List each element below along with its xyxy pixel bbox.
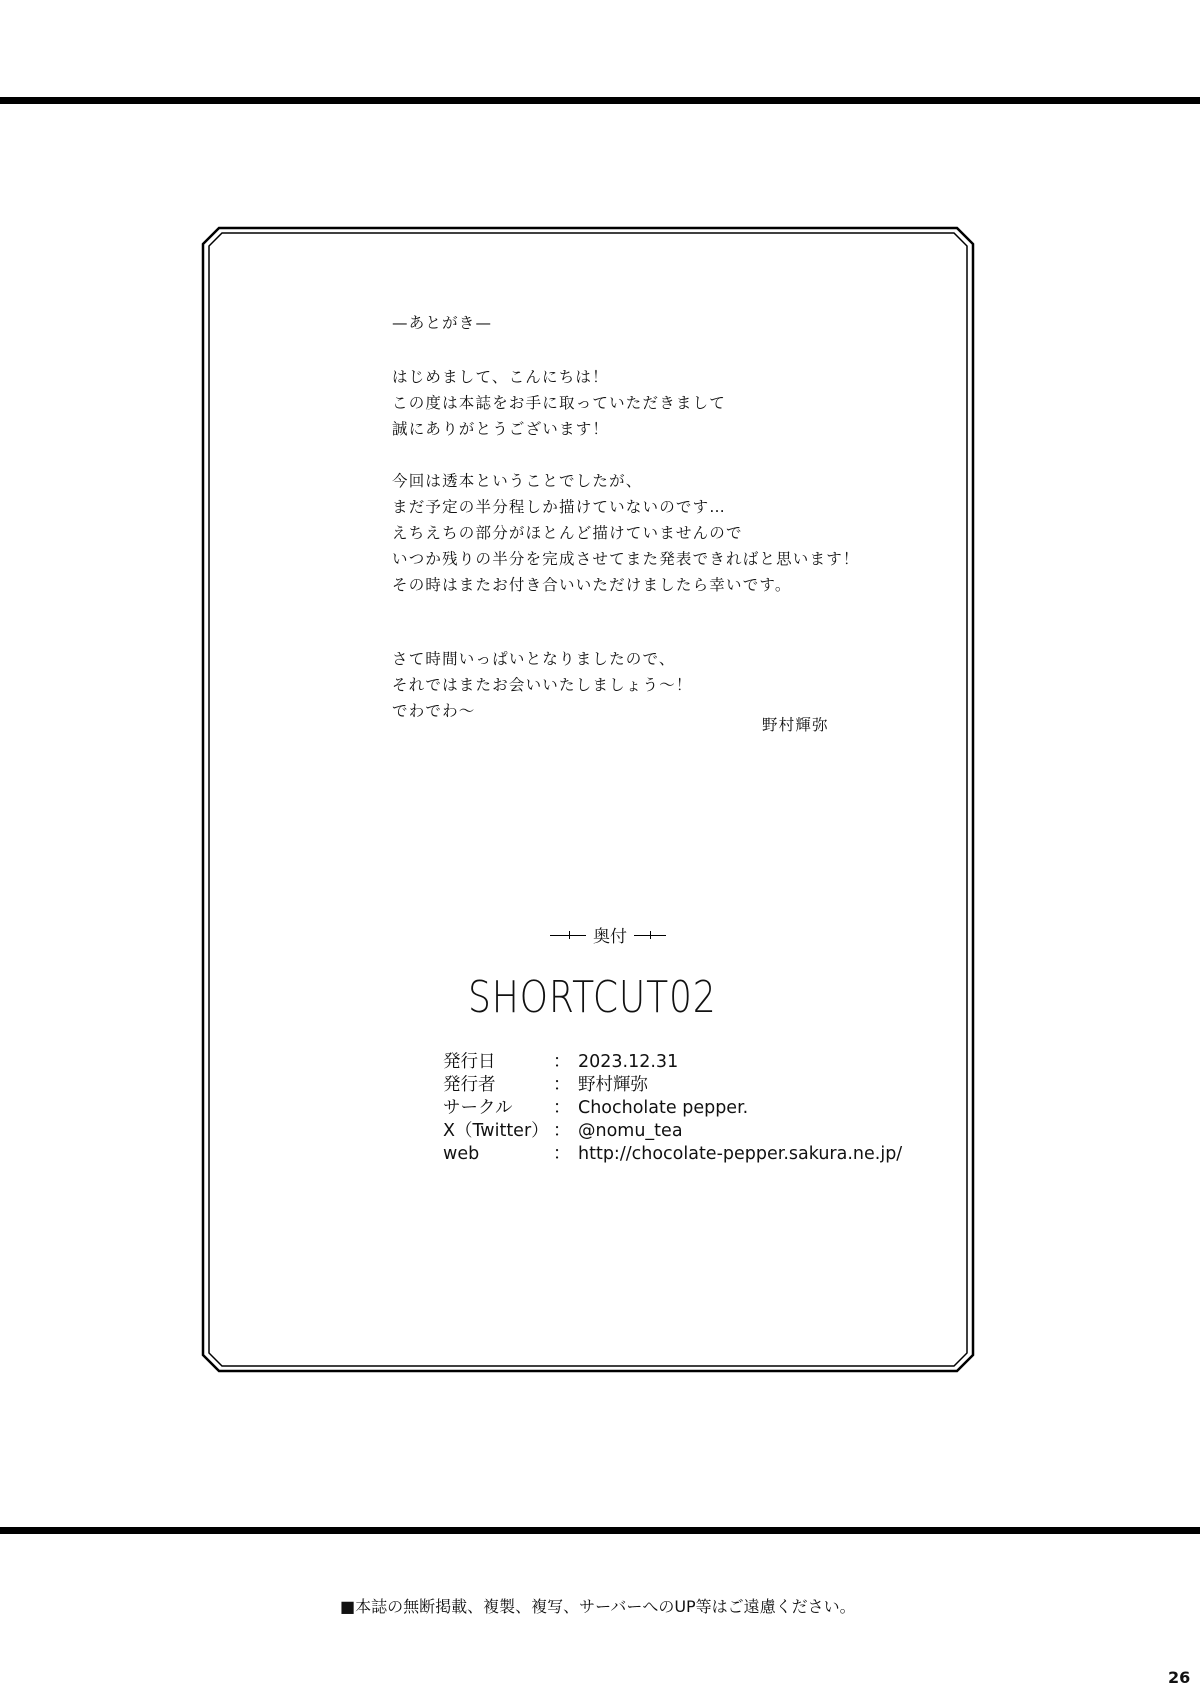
copyright-notice: ■本誌の無断掲載、複製、複写、サーバーへのUP等はご遠慮ください。 — [340, 1597, 856, 1616]
info-colon: ： — [553, 1098, 571, 1118]
afterword-paragraph — [392, 364, 912, 442]
afterword-line: その時はまたお付き合いいただけましたら幸いです。 — [392, 576, 792, 594]
info-key: X（Twitter） — [443, 1121, 549, 1141]
afterword-line: この度は本誌をお手に取っていただきまして — [392, 394, 727, 412]
afterword-line: でわでわ〜 — [392, 702, 476, 720]
info-value: http://chocolate-pepper.sakura.ne.jp/ — [578, 1144, 903, 1164]
afterword-line: 今回は透本ということでしたが、 — [392, 472, 643, 490]
afterword-section — [392, 310, 912, 750]
bottom-border-rule — [0, 1527, 1200, 1534]
info-key: 発行日 — [443, 1052, 496, 1072]
info-value: 2023.12.31 — [578, 1052, 679, 1072]
info-value: @nomu_tea — [578, 1121, 683, 1141]
author-signature: 野村輝弥 — [762, 716, 829, 734]
afterword-line: はじめまして、こんにちは！ — [392, 368, 609, 386]
colophon-divider-tick — [650, 931, 651, 939]
info-colon: ： — [553, 1121, 571, 1141]
afterword-paragraph — [392, 468, 912, 598]
info-colon: ： — [553, 1075, 571, 1095]
afterword-line: 誠にありがとうございます！ — [392, 420, 610, 438]
afterword-paragraph — [392, 646, 912, 724]
afterword-line: まだ予定の半分程しか描けていないのです… — [392, 498, 727, 516]
info-colon: ： — [553, 1144, 571, 1164]
info-key: web — [443, 1144, 480, 1164]
info-key: 発行者 — [443, 1075, 496, 1095]
info-value: Chocholate pepper. — [578, 1098, 749, 1118]
afterword-heading: —あとがき— — [392, 314, 493, 332]
book-title: SHORTCUT02 — [468, 972, 717, 1023]
info-key: サークル — [443, 1098, 513, 1118]
info-value: 野村輝弥 — [578, 1075, 648, 1095]
afterword-line: それではまたお会いいたしましょう〜！ — [392, 676, 693, 694]
afterword-line: えちえちの部分がほとんど描けていませんので — [392, 524, 743, 542]
colophon-divider-left — [550, 935, 586, 936]
afterword-line: さて時間いっぱいとなりましたので、 — [392, 650, 676, 668]
colophon-divider-tick — [569, 931, 570, 939]
info-colon: ： — [553, 1052, 571, 1072]
page-number: 26 — [1168, 1668, 1191, 1687]
afterword-line: いつか残りの半分を完成させてまた発表できればと思います！ — [392, 550, 860, 568]
colophon-label: 奥付 — [586, 922, 634, 947]
